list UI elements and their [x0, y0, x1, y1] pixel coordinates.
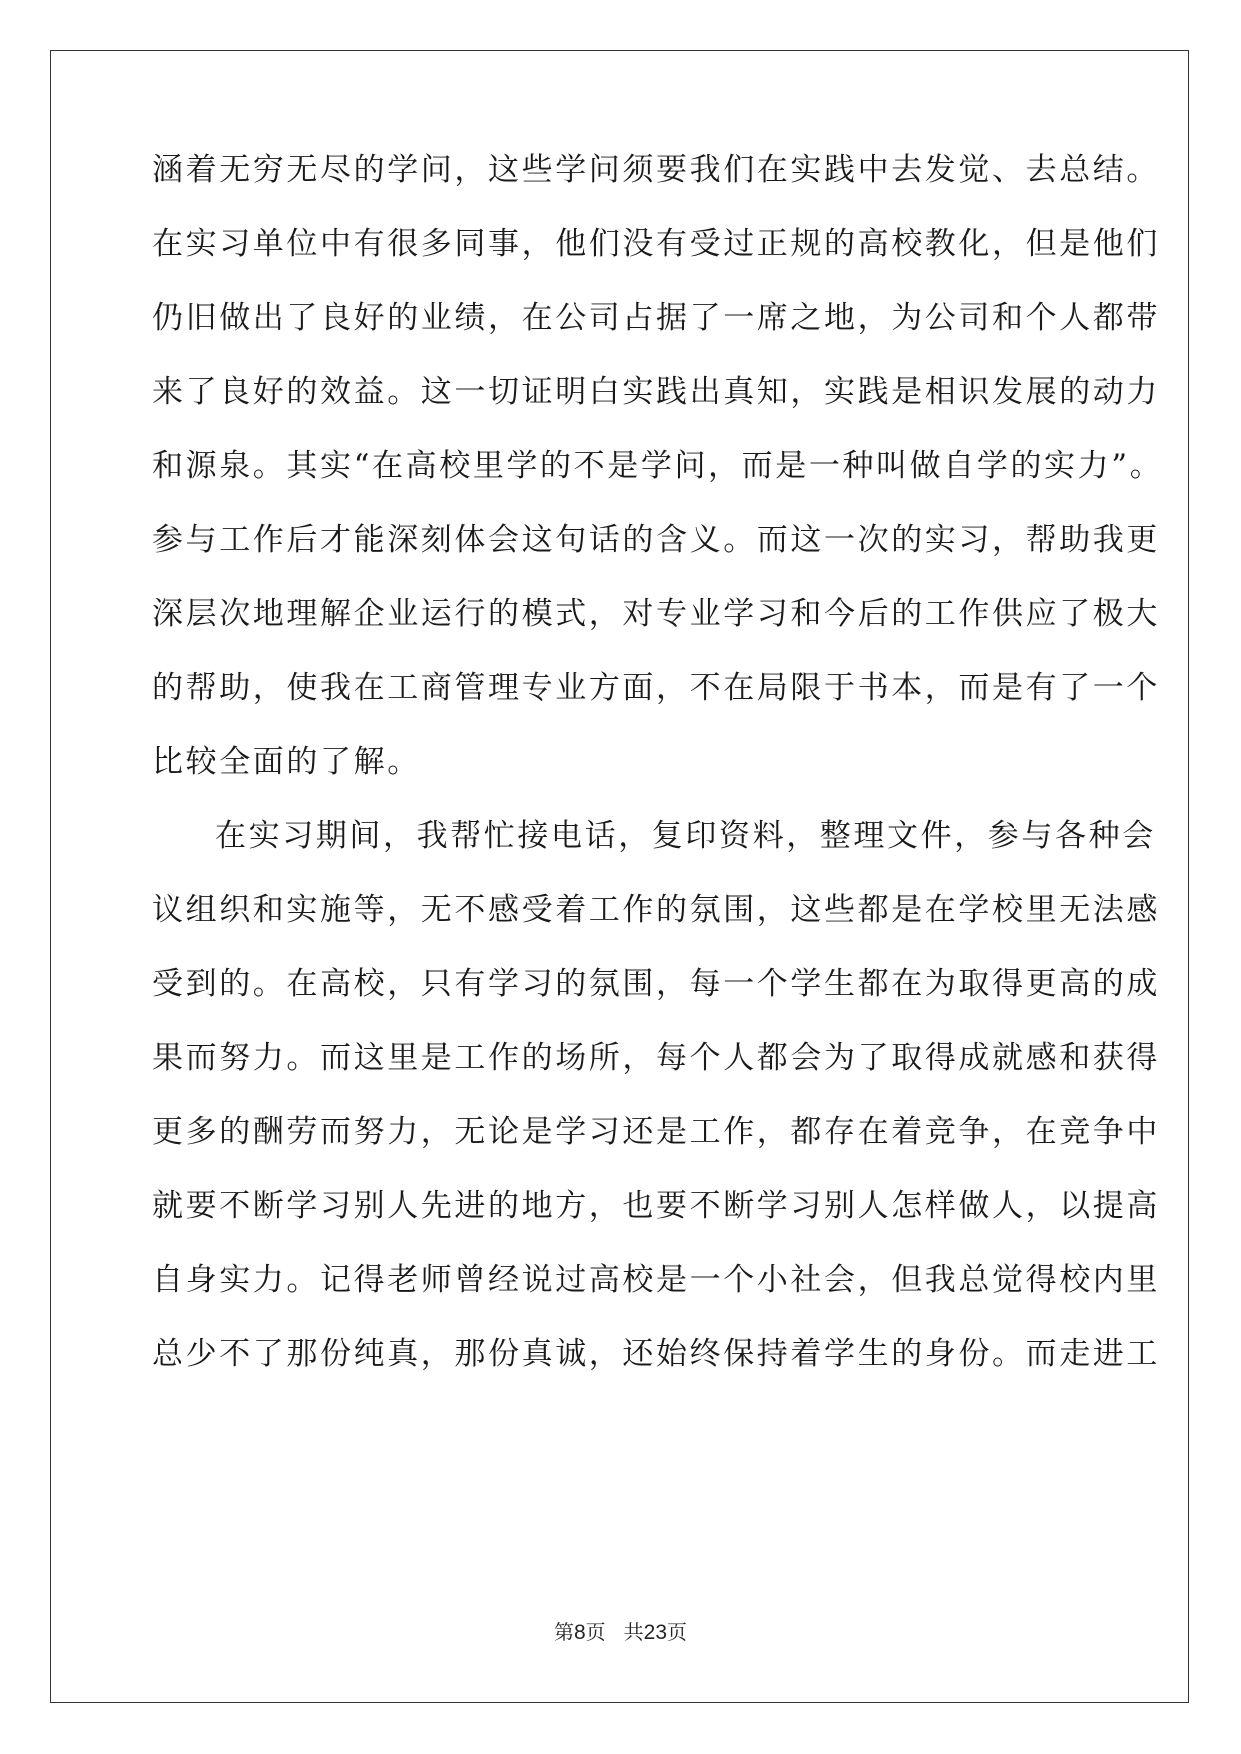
page-number: 8 — [573, 1621, 586, 1644]
text-line: 受到的。在高校，只有学习的氛围，每一个学生都在为取得更高的成 — [152, 966, 1160, 1002]
text-line: 更多的酬劳而努力，无论是学习还是工作，都存在着竞争，在竞争中 — [152, 1114, 1160, 1150]
text-line: 总少不了那份纯真，那份真诚，还始终保持着学生的身份。而走进工 — [152, 1336, 1160, 1372]
text-line: 仍旧做出了良好的业绩，在公司占据了一席之地，为公司和个人都带 — [152, 300, 1160, 336]
text-line: 果而努力。而这里是工作的场所，每个人都会为了取得成就感和获得 — [152, 1040, 1160, 1076]
page-footer — [0, 1620, 1241, 1646]
text-line: 在实习单位中有很多同事，他们没有受过正规的高校教化，但是他们 — [152, 226, 1160, 262]
text-line: 议组织和实施等，无不感受着工作的氛围，这些都是在学校里无法感 — [152, 892, 1160, 928]
text-line: 自身实力。记得老师曾经说过高校是一个小社会，但我总觉得校内里 — [152, 1262, 1160, 1298]
text-line: 来了良好的效益。这一切证明白实践出真知，实践是相识发展的动力 — [152, 374, 1160, 410]
text-line: 涵着无穷无尽的学问，这些学问须要我们在实践中去发觉、去总结。 — [152, 152, 1160, 188]
paragraph-first-line: 在实习期间，我帮忙接电话，复印资料，整理文件，参与各种会 — [215, 818, 1156, 854]
text-line: 深层次地理解企业运行的模式，对专业学习和今后的工作供应了极大 — [152, 596, 1160, 632]
total-pages: 23 — [643, 1621, 668, 1644]
text-line: 和源泉。其实“在高校里学的不是学问，而是一种叫做自学的实力”。 — [152, 448, 1164, 484]
page-suffix: 页 — [585, 1622, 606, 1644]
total-prefix: 共 — [623, 1622, 644, 1644]
page-prefix: 第 — [553, 1622, 574, 1644]
text-line: 比较全面的了解。 — [152, 744, 421, 780]
text-line: 的帮助，使我在工商管理专业方面，不在局限于书本，而是有了一个 — [152, 670, 1160, 706]
text-line: 参与工作后才能深刻体会这句话的含义。而这一次的实习，帮助我更 — [152, 522, 1160, 558]
text-line: 就要不断学习别人先进的地方，也要不断学习别人怎样做人，以提高 — [152, 1188, 1160, 1224]
total-suffix: 页 — [667, 1622, 688, 1644]
